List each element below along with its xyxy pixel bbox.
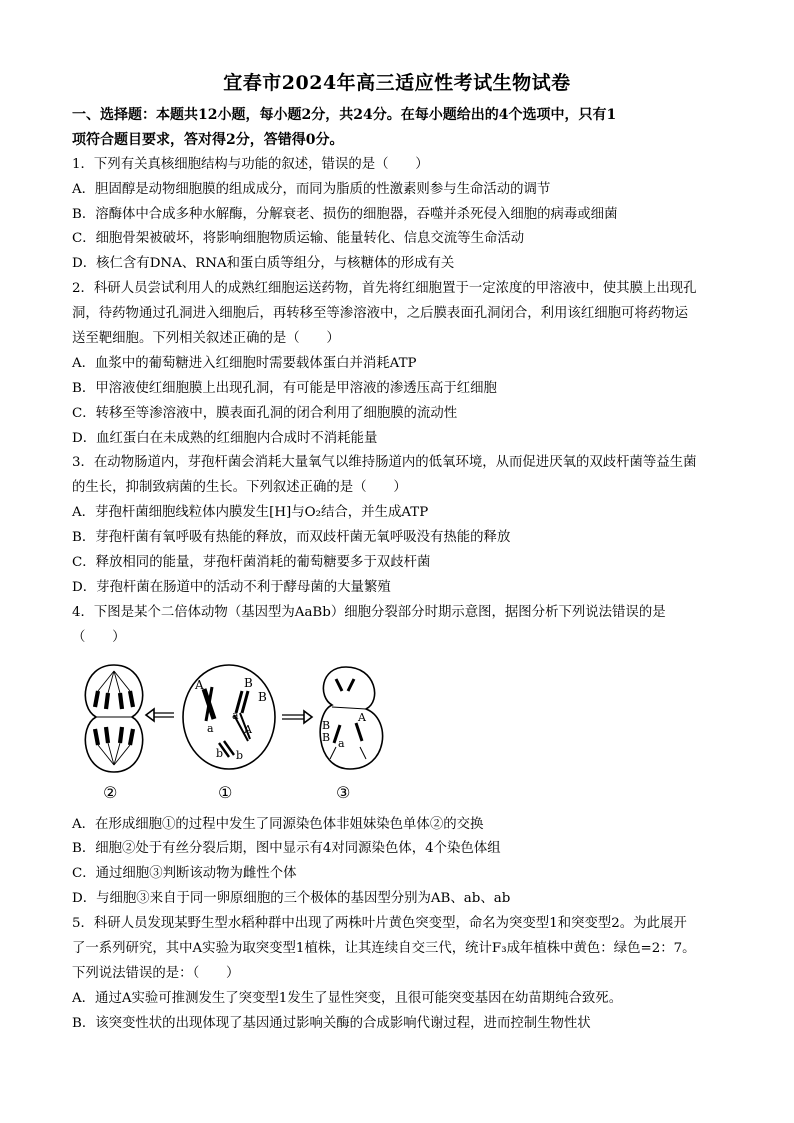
q3-stem-line-1: 3．在动物肠道内，芽孢杆菌会消耗大量氧气以维持肠道内的低氧环境，从而促进厌氧的双歧杆菌等益生菌 bbox=[72, 455, 697, 471]
q2-stem-line-3: 送至靶细胞。下列相关叙述正确的是（ ） bbox=[72, 331, 340, 347]
gene-label: a bbox=[338, 736, 345, 750]
q2-option-b: B．甲溶液使红细胞膜上出现孔洞，有可能是甲溶液的渗透压高于红细胞 bbox=[72, 380, 497, 396]
exam-title: 宜春市2024年高三适应性考试生物试卷 bbox=[223, 72, 571, 94]
q4-stem-line-2: （ ） bbox=[72, 629, 126, 645]
q4-option-a: A．在形成细胞①的过程中发生了同源染色体非姐妹染色单体②的交换 bbox=[72, 816, 484, 832]
cell-division-diagram bbox=[74, 657, 394, 782]
q3-option-c: C．释放相同的能量，芽孢杆菌消耗的葡萄糖要多于双歧杆菌 bbox=[72, 555, 431, 571]
q4-option-b: B．细胞②处于有丝分裂后期，图中显示有4对同源染色体，4个染色体组 bbox=[72, 841, 501, 857]
q5-option-b: B．该突变性状的出现体现了基因通过影响关酶的合成影响代谢过程，进而控制生物性状 bbox=[72, 1015, 591, 1031]
q2-option-a: A．血浆中的葡萄糖进入红细胞时需要载体蛋白并消耗ATP bbox=[72, 355, 417, 371]
section-header-line-2: 项符合题目要求，答对得2分，答错得0分。 bbox=[72, 131, 344, 148]
q3-option-b: B．芽孢杆菌有氧呼吸有热能的释放，而双歧杆菌无氧呼吸没有热能的释放 bbox=[72, 530, 511, 546]
cell-3-drawing bbox=[320, 667, 382, 769]
arrow-left-icon bbox=[146, 709, 174, 721]
exam-content bbox=[72, 103, 732, 1037]
q3-option-d: D．芽孢杆菌在肠道中的活动不利于酵母菌的大量繁殖 bbox=[72, 579, 391, 595]
cell-2-drawing bbox=[85, 665, 142, 772]
q1-option-b: B．溶酶体中合成多种水解酶，分解衰老、损伤的细胞器，吞噬并杀死侵入细胞的病毒或细菌 bbox=[72, 206, 618, 222]
gene-label: a bbox=[207, 721, 214, 735]
gene-label: B bbox=[244, 675, 253, 690]
q2-stem-line-1: 2．科研人员尝试利用人的成熟红细胞运送药物，首先将红细胞置于一定浓度的甲溶液中，使其膜上出现孔 bbox=[72, 281, 697, 297]
gene-label: B bbox=[322, 730, 331, 744]
q2-option-c: C．转移至等渗溶液中，膜表面孔洞的闭合利用了细胞膜的流动性 bbox=[72, 405, 458, 421]
q5-stem-line-2: 了一系列研究，其中A实验为取突变型1植株，让其连续自交三代，统计F₃成年植株中黄色：绿色=2：7。 bbox=[72, 941, 696, 957]
q4-stem-line-1: 4．下图是某个二倍体动物（基因型为AaBb）细胞分裂部分时期示意图，据图分析下列说法错误的是 bbox=[72, 604, 666, 620]
q2-stem-line-2: 洞，待药物通过孔洞进入细胞后，再转移至等渗溶液中，之后膜表面孔洞闭合，利用该红细胞可将药物运 bbox=[72, 306, 688, 322]
cell-division-figure bbox=[72, 657, 732, 807]
gene-label: A bbox=[358, 710, 366, 724]
gene-label: B bbox=[322, 718, 331, 732]
figure-label-1: ① bbox=[218, 782, 233, 802]
section-header-line-1: 一、选择题：本题共12小题，每小题2分，共24分。在每小题给出的4个选项中，只有1 bbox=[72, 107, 617, 123]
q1-option-a: A．胆固醇是动物细胞膜的组成成分，而同为脂质的性激素则参与生命活动的调节 bbox=[72, 181, 551, 197]
q1-option-c: C．细胞骨架被破坏，将影响细胞物质运输、能量转化、信息交流等生命活动 bbox=[72, 231, 525, 247]
q3-option-a: A．芽孢杆菌细胞线粒体内膜发生[H]与O₂结合，并生成ATP bbox=[72, 505, 429, 521]
gene-label: A bbox=[195, 677, 204, 692]
q4-option-c: C．通过细胞③判断该动物为雌性个体 bbox=[72, 866, 297, 882]
q5-option-a: A．通过A实验可推测发生了突变型1发生了显性突变，且很可能突变基因在幼苗期纯合致死。 bbox=[72, 990, 623, 1006]
gene-label: b bbox=[236, 748, 244, 762]
q4-option-d: D．与细胞③来自于同一卵原细胞的三个极体的基因型分别为AB、ab、ab bbox=[72, 891, 511, 907]
q1-stem: 1．下列有关真核细胞结构与功能的叙述，错误的是（ ） bbox=[72, 156, 429, 172]
gene-label: a bbox=[232, 708, 239, 722]
figure-label-2: ② bbox=[103, 782, 118, 802]
q2-option-d: D．血红蛋白在未成熟的红细胞内合成时不消耗能量 bbox=[72, 430, 378, 446]
gene-label: b bbox=[216, 746, 224, 760]
figure-label-3: ③ bbox=[336, 782, 351, 802]
arrow-right-icon bbox=[282, 711, 312, 723]
gene-label: B bbox=[258, 689, 267, 704]
gene-label: A bbox=[244, 722, 252, 736]
q5-stem-line-3: 下列说法错误的是：（ ） bbox=[72, 965, 240, 981]
q3-stem-line-2: 的生长，抑制致病菌的生长。下列叙述正确的是（ ） bbox=[72, 480, 407, 496]
cell-1-drawing bbox=[183, 665, 275, 769]
q5-stem-line-1: 5．科研人员发现某野生型水稻种群中出现了两株叶片黄色突变型，命名为突变型1和突变型2。为此展开 bbox=[72, 916, 687, 932]
q1-option-d: D．核仁含有DNA、RNA和蛋白质等组分，与核糖体的形成有关 bbox=[72, 256, 455, 272]
